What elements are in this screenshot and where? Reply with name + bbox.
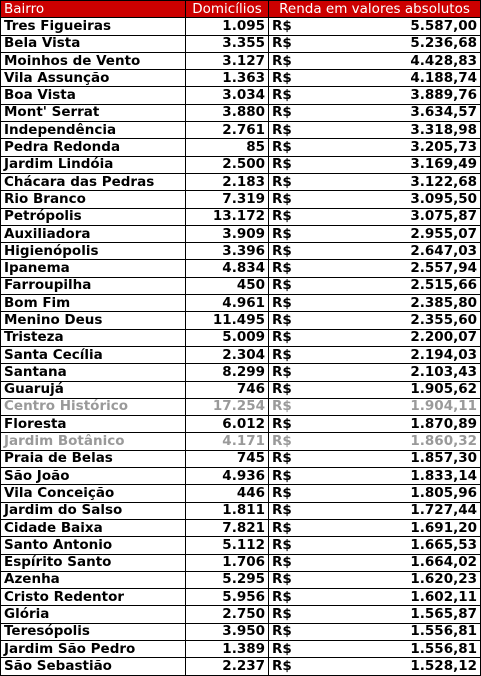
renda-cell: 1.860,32 (309, 433, 481, 450)
domicilios-cell: 3.909 (186, 225, 269, 242)
domicilios-cell: 4.936 (186, 468, 269, 485)
currency-cell: R$ (269, 295, 309, 312)
domicilios-cell: 4.834 (186, 260, 269, 277)
renda-cell: 4.428,83 (309, 52, 481, 69)
renda-cell: 3.075,87 (309, 208, 481, 225)
renda-cell: 1.870,89 (309, 416, 481, 433)
currency-cell: R$ (269, 70, 309, 87)
currency-cell: R$ (269, 156, 309, 173)
domicilios-cell: 746 (186, 381, 269, 398)
header-row (1, 1, 481, 18)
domicilios-cell: 4.961 (186, 295, 269, 312)
currency-cell: R$ (269, 277, 309, 294)
currency-cell: R$ (269, 122, 309, 139)
currency-cell: R$ (269, 139, 309, 156)
table-row (1, 381, 481, 398)
renda-cell: 3.122,68 (309, 173, 481, 190)
bairro-cell: Moinhos de Vento (1, 52, 186, 69)
bairro-cell: Ipanema (1, 260, 186, 277)
currency-cell: R$ (269, 346, 309, 363)
bairro-cell: Boa Vista (1, 87, 186, 104)
bairro-cell: Mont' Serrat (1, 104, 186, 121)
currency-cell: R$ (269, 18, 309, 35)
bairro-cell: Floresta (1, 416, 186, 433)
bairro-cell: Santo Antonio (1, 537, 186, 554)
table-row (1, 589, 481, 606)
renda-cell: 5.236,68 (309, 35, 481, 52)
renda-cell: 1.664,02 (309, 554, 481, 571)
currency-cell: R$ (269, 450, 309, 467)
bairro-cell: Tres Figueiras (1, 18, 186, 35)
currency-cell: R$ (269, 416, 309, 433)
bairro-cell: Praia de Belas (1, 450, 186, 467)
currency-cell: R$ (269, 433, 309, 450)
bairro-cell: Jardim do Salso (1, 502, 186, 519)
renda-cell: 1.691,20 (309, 519, 481, 536)
renda-cell: 1.904,11 (309, 398, 481, 415)
bairro-cell: Jardim Botânico (1, 433, 186, 450)
table-row (1, 450, 481, 467)
bairro-cell: Guarujá (1, 381, 186, 398)
renda-cell: 4.188,74 (309, 70, 481, 87)
domicilios-cell: 1.811 (186, 502, 269, 519)
table-row (1, 225, 481, 242)
renda-cell: 1.727,44 (309, 502, 481, 519)
table-row (1, 606, 481, 623)
table-header (1, 1, 481, 18)
domicilios-cell: 4.171 (186, 433, 269, 450)
domicilios-cell: 1.706 (186, 554, 269, 571)
currency-cell: R$ (269, 87, 309, 104)
currency-cell: R$ (269, 52, 309, 69)
renda-cell: 1.602,11 (309, 589, 481, 606)
table-row (1, 18, 481, 35)
domicilios-cell: 6.012 (186, 416, 269, 433)
bairro-cell: Menino Deus (1, 312, 186, 329)
currency-cell: R$ (269, 191, 309, 208)
currency-cell: R$ (269, 208, 309, 225)
currency-cell: R$ (269, 329, 309, 346)
bairro-cell: Higienópolis (1, 243, 186, 260)
domicilios-cell: 11.495 (186, 312, 269, 329)
table-row (1, 346, 481, 363)
renda-cell: 1.556,81 (309, 623, 481, 640)
domicilios-cell: 1.363 (186, 70, 269, 87)
table-body (1, 18, 481, 675)
domicilios-cell: 5.295 (186, 571, 269, 588)
table-row (1, 623, 481, 640)
table-row (1, 485, 481, 502)
table-row (1, 329, 481, 346)
currency-cell: R$ (269, 364, 309, 381)
table-row (1, 52, 481, 69)
header-bairro: Bairro (1, 1, 186, 18)
table-row (1, 191, 481, 208)
currency-cell: R$ (269, 173, 309, 190)
table-row (1, 364, 481, 381)
table-row (1, 70, 481, 87)
currency-cell: R$ (269, 381, 309, 398)
currency-cell: R$ (269, 485, 309, 502)
bairro-cell: Tristeza (1, 329, 186, 346)
currency-cell: R$ (269, 623, 309, 640)
currency-cell: R$ (269, 260, 309, 277)
currency-cell: R$ (269, 312, 309, 329)
currency-cell: R$ (269, 519, 309, 536)
table-row (1, 173, 481, 190)
bairro-cell: Santana (1, 364, 186, 381)
bairro-cell: Jardim São Pedro (1, 640, 186, 657)
header-renda: Renda em valores absolutos (269, 1, 481, 18)
renda-cell: 1.620,23 (309, 571, 481, 588)
bairro-cell: São João (1, 468, 186, 485)
currency-cell: R$ (269, 225, 309, 242)
table-row (1, 554, 481, 571)
renda-cell: 2.557,94 (309, 260, 481, 277)
currency-cell: R$ (269, 104, 309, 121)
renda-cell: 1.556,81 (309, 640, 481, 657)
domicilios-cell: 1.389 (186, 640, 269, 657)
domicilios-cell: 3.034 (186, 87, 269, 104)
renda-cell: 3.889,76 (309, 87, 481, 104)
table-row (1, 260, 481, 277)
bairro-cell: Pedra Redonda (1, 139, 186, 156)
renda-cell: 3.318,98 (309, 122, 481, 139)
domicilios-cell: 7.319 (186, 191, 269, 208)
domicilios-cell: 2.237 (186, 658, 269, 675)
bairro-cell: Vila Conceição (1, 485, 186, 502)
domicilios-cell: 3.127 (186, 52, 269, 69)
domicilios-cell: 5.956 (186, 589, 269, 606)
domicilios-cell: 85 (186, 139, 269, 156)
domicilios-cell: 1.095 (186, 18, 269, 35)
bairro-cell: Cristo Redentor (1, 589, 186, 606)
currency-cell: R$ (269, 502, 309, 519)
domicilios-cell: 3.355 (186, 35, 269, 52)
table-row (1, 243, 481, 260)
table-row (1, 312, 481, 329)
bairro-cell: Cidade Baixa (1, 519, 186, 536)
table-row (1, 139, 481, 156)
domicilios-cell: 3.950 (186, 623, 269, 640)
table-row (1, 537, 481, 554)
renda-cell: 2.355,60 (309, 312, 481, 329)
bairro-cell: Rio Branco (1, 191, 186, 208)
table-row (1, 277, 481, 294)
renda-cell: 2.385,80 (309, 295, 481, 312)
bairro-cell: Auxiliadora (1, 225, 186, 242)
domicilios-cell: 450 (186, 277, 269, 294)
renda-cell: 1.528,12 (309, 658, 481, 675)
bairro-cell: Farroupilha (1, 277, 186, 294)
bairro-cell: Espírito Santo (1, 554, 186, 571)
table-row (1, 571, 481, 588)
table-row (1, 658, 481, 675)
table-row (1, 156, 481, 173)
table-row (1, 502, 481, 519)
domicilios-cell: 2.750 (186, 606, 269, 623)
bairro-cell: Teresópolis (1, 623, 186, 640)
table-row (1, 640, 481, 657)
table-row (1, 104, 481, 121)
table-row (1, 468, 481, 485)
renda-cell: 3.169,49 (309, 156, 481, 173)
domicilios-cell: 745 (186, 450, 269, 467)
header-domicilios: Domicílios (186, 1, 269, 18)
currency-cell: R$ (269, 243, 309, 260)
currency-cell: R$ (269, 554, 309, 571)
bairro-cell: Bom Fim (1, 295, 186, 312)
domicilios-cell: 446 (186, 485, 269, 502)
domicilios-cell: 5.112 (186, 537, 269, 554)
renda-cell: 1.665,53 (309, 537, 481, 554)
currency-cell: R$ (269, 589, 309, 606)
currency-cell: R$ (269, 571, 309, 588)
bairro-cell: Santa Cecília (1, 346, 186, 363)
bairro-cell: Jardim Lindóia (1, 156, 186, 173)
domicilios-cell: 2.304 (186, 346, 269, 363)
renda-cell: 2.200,07 (309, 329, 481, 346)
renda-cell: 2.103,43 (309, 364, 481, 381)
renda-cell: 2.647,03 (309, 243, 481, 260)
domicilios-cell: 2.500 (186, 156, 269, 173)
domicilios-cell: 2.761 (186, 122, 269, 139)
renda-cell: 3.205,73 (309, 139, 481, 156)
renda-cell: 1.857,30 (309, 450, 481, 467)
table-row (1, 35, 481, 52)
table-row (1, 416, 481, 433)
renda-cell: 2.515,66 (309, 277, 481, 294)
bairro-cell: Vila Assunção (1, 70, 186, 87)
renda-cell: 3.095,50 (309, 191, 481, 208)
renda-cell: 5.587,00 (309, 18, 481, 35)
currency-cell: R$ (269, 606, 309, 623)
domicilios-cell: 13.172 (186, 208, 269, 225)
renda-cell: 1.905,62 (309, 381, 481, 398)
domicilios-cell: 2.183 (186, 173, 269, 190)
currency-cell: R$ (269, 468, 309, 485)
bairro-cell: Centro Histórico (1, 398, 186, 415)
currency-cell: R$ (269, 640, 309, 657)
renda-cell: 3.634,57 (309, 104, 481, 121)
domicilios-cell: 3.880 (186, 104, 269, 121)
bairro-cell: Chácara das Pedras (1, 173, 186, 190)
currency-cell: R$ (269, 537, 309, 554)
table-row (1, 433, 481, 450)
currency-cell: R$ (269, 398, 309, 415)
bairro-cell: Glória (1, 606, 186, 623)
table-row (1, 122, 481, 139)
renda-cell: 1.833,14 (309, 468, 481, 485)
bairro-cell: Petrópolis (1, 208, 186, 225)
bairro-cell: São Sebastião (1, 658, 186, 675)
renda-cell: 2.194,03 (309, 346, 481, 363)
domicilios-cell: 8.299 (186, 364, 269, 381)
bairro-cell: Azenha (1, 571, 186, 588)
domicilios-cell: 7.821 (186, 519, 269, 536)
domicilios-cell: 3.396 (186, 243, 269, 260)
table-row (1, 398, 481, 415)
renda-cell: 2.955,07 (309, 225, 481, 242)
table-row (1, 87, 481, 104)
renda-cell: 1.805,96 (309, 485, 481, 502)
bairro-cell: Independência (1, 122, 186, 139)
table-row (1, 519, 481, 536)
domicilios-cell: 5.009 (186, 329, 269, 346)
table-row (1, 208, 481, 225)
currency-cell: R$ (269, 658, 309, 675)
domicilios-cell: 17.254 (186, 398, 269, 415)
table-row (1, 295, 481, 312)
bairro-cell: Bela Vista (1, 35, 186, 52)
renda-cell: 1.565,87 (309, 606, 481, 623)
currency-cell: R$ (269, 35, 309, 52)
